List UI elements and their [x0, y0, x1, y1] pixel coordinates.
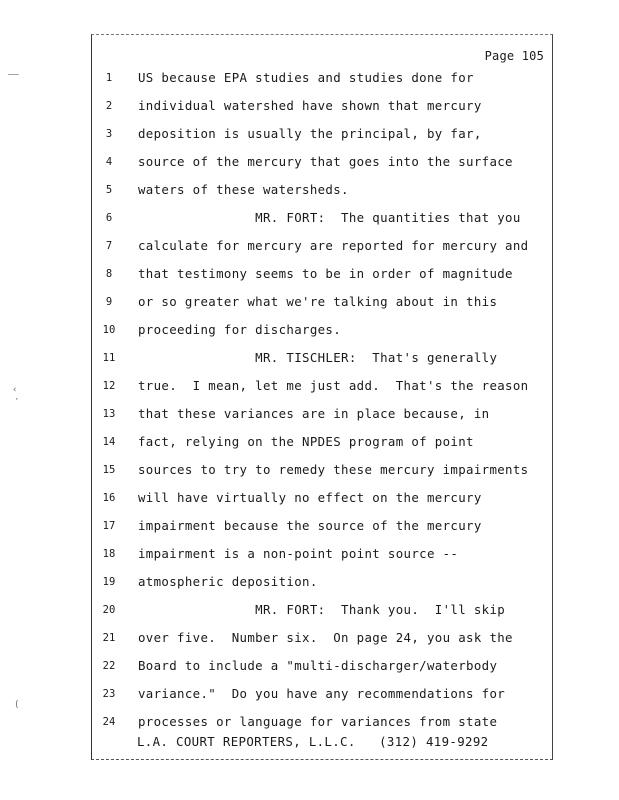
- line-text: true. I mean, let me just add. That's the reason: [138, 378, 529, 393]
- transcript-line: [0, 600, 619, 620]
- transcript-line: [0, 628, 619, 648]
- transcript-line: [0, 208, 619, 228]
- line-text: impairment is a non-point point source --: [138, 546, 459, 561]
- line-text: impairment because the source of the mercury: [138, 518, 482, 533]
- line-number: 15: [102, 464, 116, 476]
- transcript-line: [0, 180, 619, 200]
- line-text: source of the mercury that goes into the surface: [138, 154, 513, 169]
- transcript-line: [0, 68, 619, 88]
- transcript-line: [0, 376, 619, 396]
- line-text: atmospheric deposition.: [138, 574, 318, 589]
- line-text: waters of these watersheds.: [138, 182, 349, 197]
- line-number: 17: [102, 520, 116, 532]
- line-number: 7: [105, 240, 113, 252]
- line-number: 5: [105, 184, 113, 196]
- transcript-line: [0, 712, 619, 732]
- line-number: 9: [105, 296, 113, 308]
- scan-artifact: ‹: [12, 385, 18, 395]
- line-number: 12: [102, 380, 116, 392]
- line-number: 4: [105, 156, 113, 168]
- transcript-line: [0, 264, 619, 284]
- line-text: MR. FORT: Thank you. I'll skip: [138, 602, 506, 617]
- line-number: 23: [102, 688, 116, 700]
- line-number: 2: [105, 100, 113, 112]
- line-number: 18: [102, 548, 116, 560]
- line-text: MR. FORT: The quantities that you: [138, 210, 521, 225]
- transcript-line: [0, 572, 619, 592]
- line-text: variance." Do you have any recommendations for: [138, 686, 506, 701]
- line-number: 22: [102, 660, 116, 672]
- line-text: proceeding for discharges.: [138, 322, 342, 337]
- line-text: US because EPA studies and studies done for: [138, 70, 474, 85]
- line-text: calculate for mercury are reported for mercury and: [138, 238, 529, 253]
- court-reporter-footer: L.A. COURT REPORTERS, L.L.C. (312) 419-9292: [137, 734, 489, 749]
- transcript-line: [0, 544, 619, 564]
- transcript-line: [0, 124, 619, 144]
- line-number: 11: [102, 352, 116, 364]
- line-number: 13: [102, 408, 116, 420]
- transcript-line: [0, 292, 619, 312]
- line-number: 1: [105, 72, 113, 84]
- line-number: 3: [105, 128, 113, 140]
- line-text: Board to include a "multi-discharger/waterbody: [138, 658, 498, 673]
- line-text: MR. TISCHLER: That's generally: [138, 350, 498, 365]
- line-number: 21: [102, 632, 116, 644]
- scan-artifact: –—: [8, 70, 19, 80]
- line-number: 19: [102, 576, 116, 588]
- transcript-line: [0, 348, 619, 368]
- transcript-line: [0, 516, 619, 536]
- line-number: 20: [102, 604, 116, 616]
- line-text: individual watershed have shown that mercury: [138, 98, 482, 113]
- line-number: 8: [105, 268, 113, 280]
- transcript-line: [0, 684, 619, 704]
- line-text: fact, relying on the NPDES program of point: [138, 434, 474, 449]
- page-number: Page 105: [484, 49, 544, 63]
- transcript-line: [0, 152, 619, 172]
- line-number: 10: [102, 324, 116, 336]
- line-text: deposition is usually the principal, by far,: [138, 126, 482, 141]
- line-text: will have virtually no effect on the mercury: [138, 490, 482, 505]
- line-number: 6: [105, 212, 113, 224]
- line-number: 14: [102, 436, 116, 448]
- line-number: 16: [102, 492, 116, 504]
- transcript-line: [0, 236, 619, 256]
- line-text: or so greater what we're talking about in this: [138, 294, 498, 309]
- transcript-line: [0, 96, 619, 116]
- transcript-line: [0, 432, 619, 452]
- scan-artifact: ·: [14, 395, 20, 405]
- transcript-line: [0, 488, 619, 508]
- transcript-line: [0, 404, 619, 424]
- line-text: sources to try to remedy these mercury impairments: [138, 462, 529, 477]
- line-text: processes or language for variances from state: [138, 714, 498, 729]
- line-text: that testimony seems to be in order of magnitude: [138, 266, 513, 281]
- line-text: that these variances are in place because, in: [138, 406, 490, 421]
- transcript-line: [0, 460, 619, 480]
- scan-artifact: (: [14, 700, 20, 710]
- transcript-line: [0, 656, 619, 676]
- line-number: 24: [102, 716, 116, 728]
- line-text: over five. Number six. On page 24, you ask the: [138, 630, 513, 645]
- transcript-line: [0, 320, 619, 340]
